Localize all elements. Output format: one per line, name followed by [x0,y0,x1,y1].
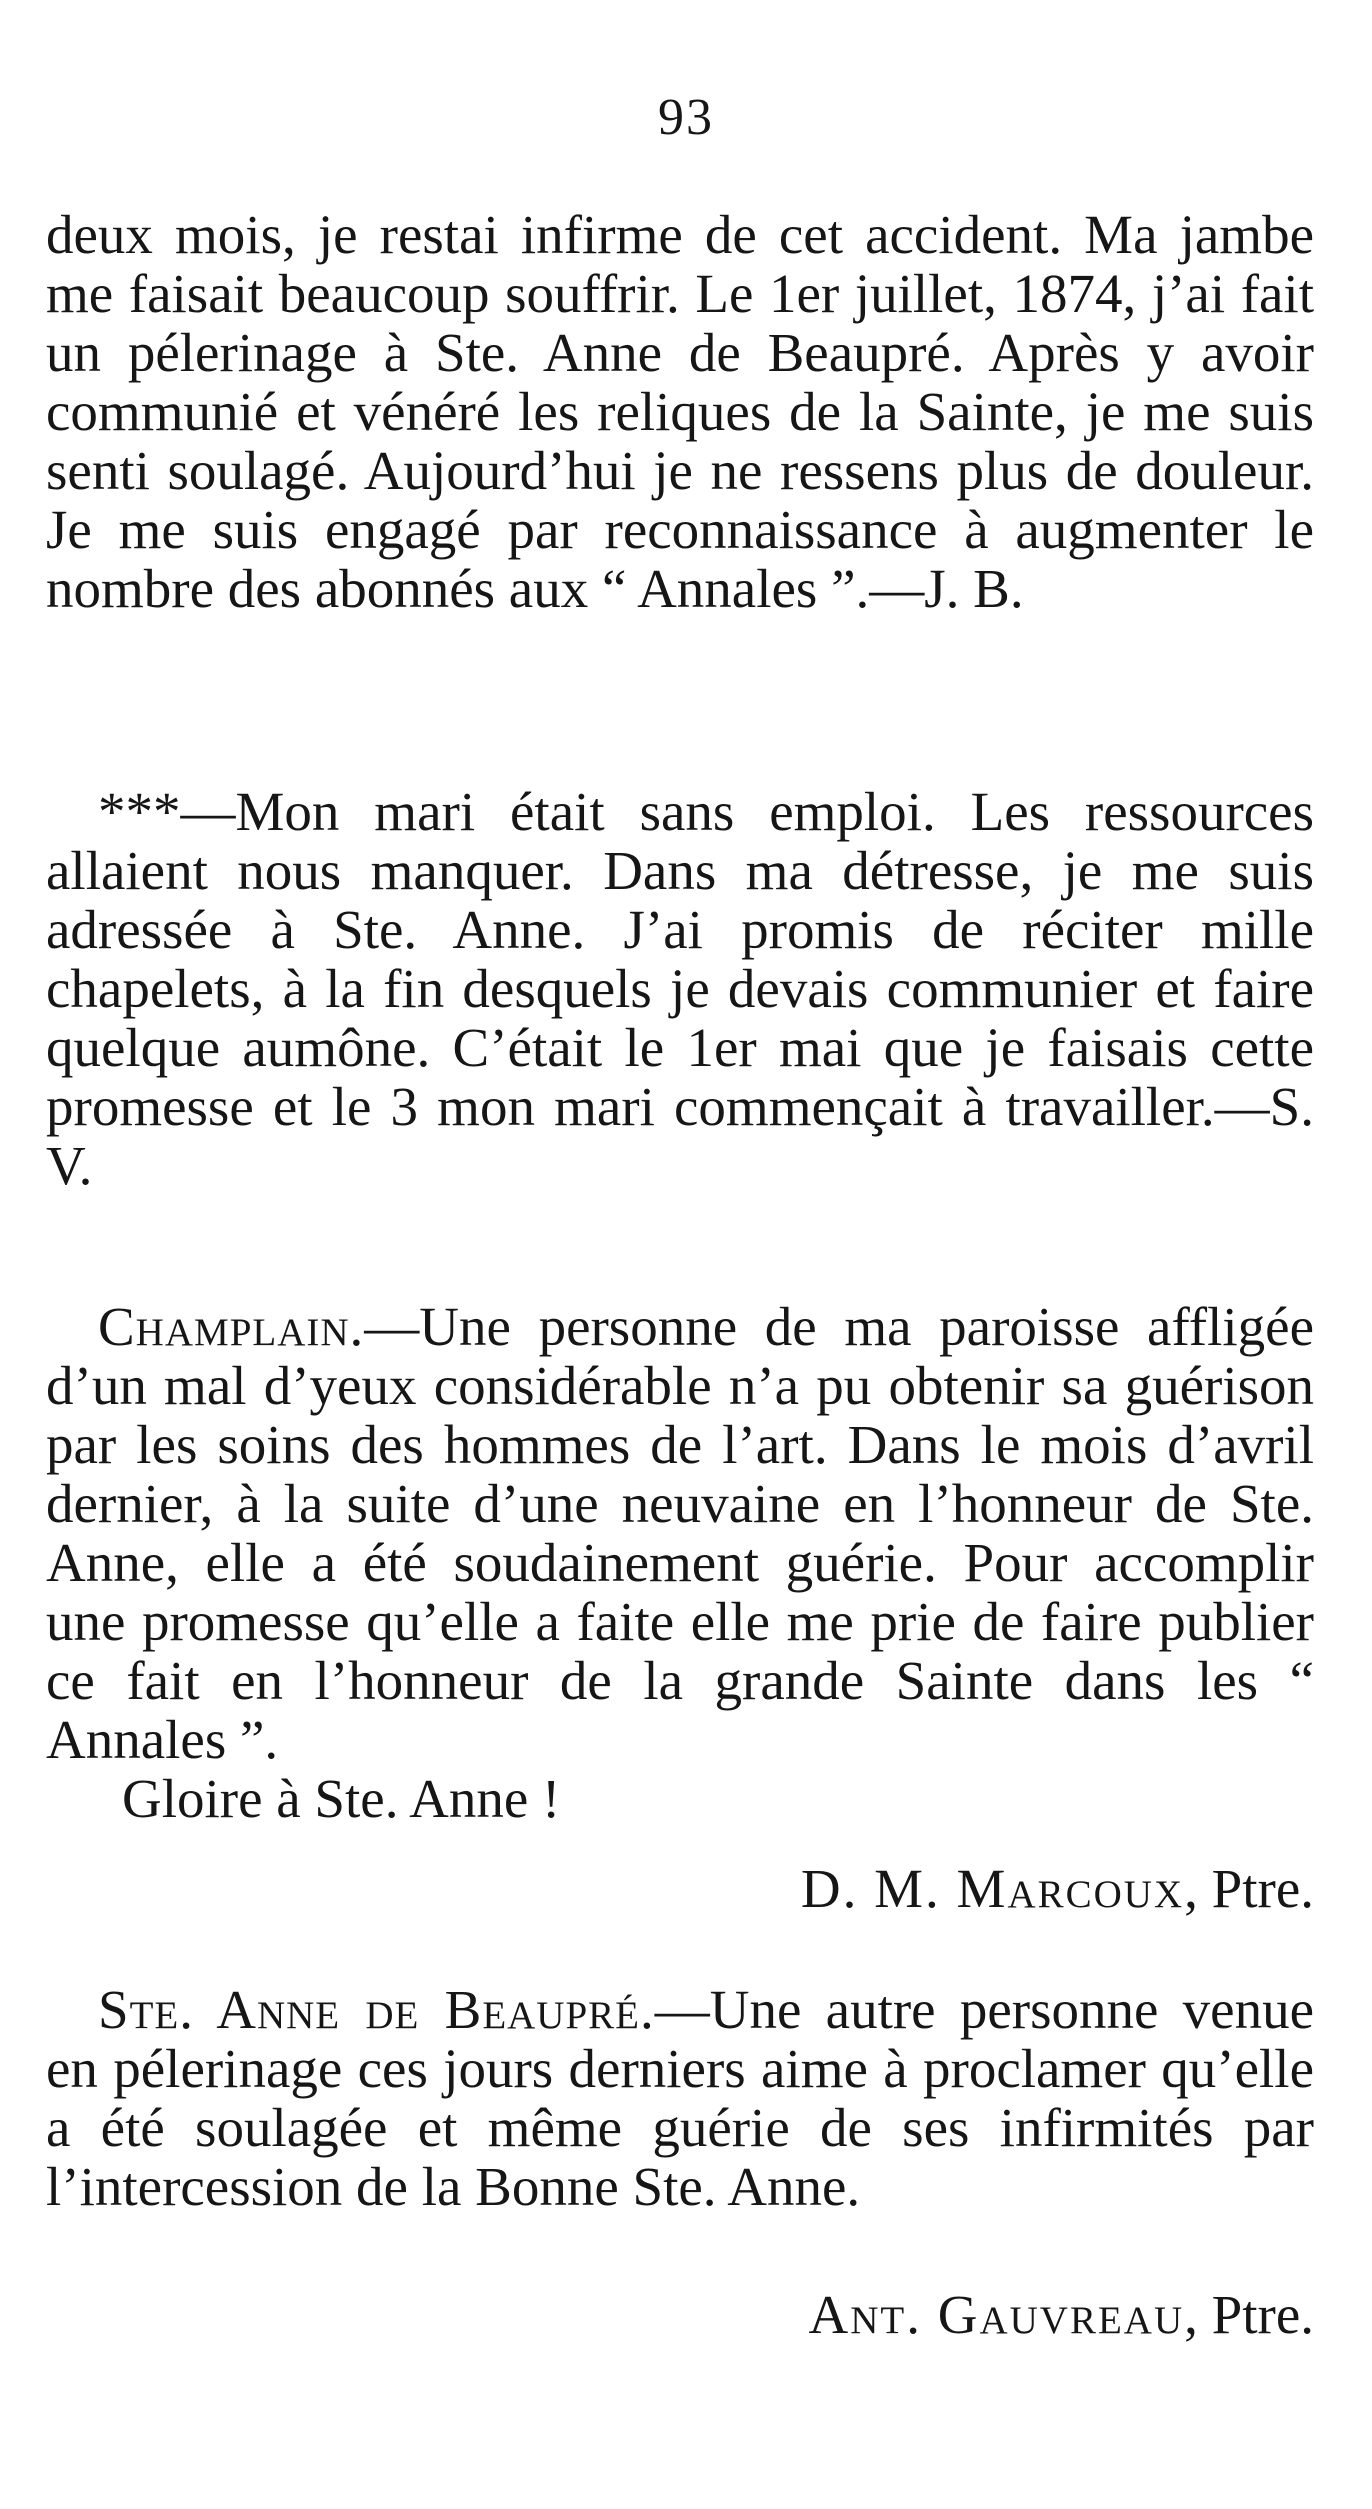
paragraph-3-text: —Une personne de ma paroisse affligée d’un mal d’yeux considérable n’a pu obtenir sa guérison par les soins des hommes de l’art. Dans le mois d’avril dernier, à la suite d’une neuvaine en l’honneur de Ste. Anne, elle a été soudainement guérie. Pour accomplir une promesse qu’elle a faite elle me prie de faire publier ce fait en l’honneur de la grande Sainte dans les “ Annales ”. [46,1296,1314,1770]
paragraph-4-place: Ste. Anne de Beaupré. [98,1979,655,2040]
paragraph-2 [46,782,1314,1195]
paragraph-2-text: ***—Mon mari était sans emploi. Les ressources allaient nous manquer. Dans ma détresse, je me suis adressée à Ste. Anne. J’ai promis de réciter mille chapelets, à la fin desquels je devais communier et faire quelque aumône. C’était le 1er mai que je faisais cette promesse et le 3 mon mari commençait à travailler.—S. V. [46,781,1314,1196]
signature-2-title: , Ptre. [1184,2284,1314,2345]
signature-2 [809,2285,1314,2344]
paragraph-3 [46,1297,1314,1828]
paragraph-4 [46,1980,1314,2216]
paragraph-4-text: —Une autre personne venue en pélerinage ces jours derniers aime à proclamer qu’elle a été soulagée et même guérie de ses infirmités par l’intercession de la Bonne Ste. Anne. [46,1979,1314,2217]
signature-1-name: D. M. Marcoux [800,1858,1185,1919]
paragraph-1 [46,205,1314,618]
page-number: 93 [658,89,714,146]
signature-1-title: , Ptre. [1184,1858,1314,1919]
signature-2-name: Ant. Gauvreau [808,2284,1185,2345]
paragraph-3-place: Champlain. [98,1296,365,1357]
paragraph-1-text: deux mois, je restai infirme de cet accident. Ma jambe me faisait beaucoup souffrir. Le 1er juillet, 1874, j’ai fait un pélerinage à Ste. Anne de Beaupré. Après y avoir communié et vénéré les reliques de la Sainte, je me suis senti soulagé. Aujourd’hui je ne ressens plus de douleur. Je me suis engagé par reconnaissance à augmenter le nombre des abonnés aux “ Annales ”.—J. B. [46,204,1314,619]
signature-1 [801,1859,1314,1918]
paragraph-3-closing: Gloire à Ste. Anne ! [122,1768,561,1829]
